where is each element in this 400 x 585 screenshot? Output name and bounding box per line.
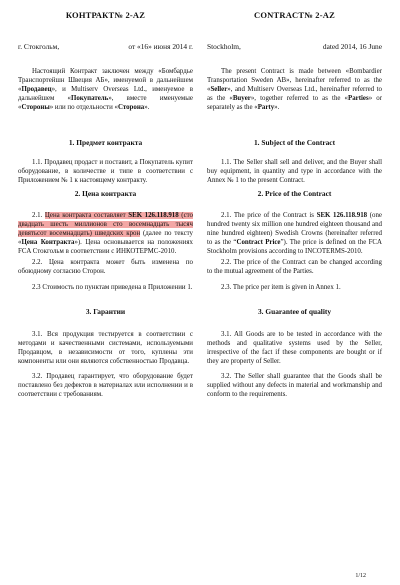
text-run: »). Цена основывается на положениях FCA Стокгольм в соответствии с ИНКОТЕРМС-2010. <box>18 239 193 255</box>
clause-2-2-ru: 2.2. Цена контракта может быть изменена по обоюдному согласию Сторон. <box>18 259 193 275</box>
date-ru: от «16» июня 2014 г. <box>128 42 193 51</box>
bold-term: Seller <box>210 86 228 93</box>
section-2-heading-ru: 2. Цена контракта <box>74 189 137 198</box>
city-en: Stockholm, <box>207 42 241 51</box>
text-run: » or separately as the « <box>207 95 382 111</box>
clause-3-2-ru: 3.2. Продавец гарантирует, что оборудование будет поставлено без дефектов в материалах или исполнении и в соответствии с требованиям. <box>18 373 193 398</box>
text-run: ». <box>274 104 280 111</box>
intro-row <box>18 67 382 112</box>
section-3-heading-ru: 3. Гарантии <box>85 307 126 316</box>
text-run: » или по отдельности « <box>49 104 118 111</box>
bold-term: Contract Price <box>236 239 281 246</box>
text-run: ». <box>144 104 150 111</box>
section-2-heading-en: 2. Price of the Contract <box>257 189 332 198</box>
text-run: 2.1. <box>32 212 45 219</box>
title-row <box>18 4 382 20</box>
contract-title-ru: КОНТРАКТ№ 2-AZ <box>65 10 146 20</box>
text-run-highlighted: (сто двадцать шесть миллионов сто восемнадцать тысяч девятьсот восемнадцать) шведских крон <box>18 212 193 237</box>
clause-2-3-ru: 2.3 Стоимость по пунктам приведена в Приложении 1. <box>32 284 193 291</box>
section-1-heading-en: 1. Subject of the Contract <box>253 138 336 147</box>
clause-1-1-ru: 1.1. Продавец продаст и поставит, а Покупатель купит оборудование, в количестве и типе в соответствии с Приложением № 1 к настоящему контракту. <box>18 159 193 184</box>
clause-1-1-row <box>18 158 382 185</box>
bold-term: Party <box>257 104 275 111</box>
text-run: (далее по тексту « <box>18 230 193 246</box>
bold-term-highlighted: SEK 126.118.918 <box>128 212 179 219</box>
text-run: ”). The price is defined on the FCA Stockholm provisions according to INCOTERMS-2010. <box>207 239 383 255</box>
bold-term: Parties <box>348 95 369 102</box>
page-number: 1/12 <box>355 573 366 579</box>
bold-term: Цена Контракта <box>21 239 75 246</box>
bold-term: Продавец <box>21 86 52 93</box>
text-run: The present Contract is made between «Bombardier Transportation Sweden AB», hereinafter referred to as the « <box>207 68 382 93</box>
clause-3-1-ru: 3.1. Вся продукция тестируется в соответствии с методами и качественными системами, используемыми Продавцом, в независимости от того, куплены эти компоненты или они являются собственностью Продавца. <box>18 331 193 365</box>
clause-1-1-en: 1.1. The Seller shall sell and deliver, and the Buyer shall buy equipment, in quantity and type in accordance with the Annex № 1 to the present Contract. <box>207 159 382 184</box>
section-2-heading-row <box>18 189 382 198</box>
bold-term: Buyer <box>232 95 251 102</box>
text-run: (one hundred twenty six million one hundred eighteen thousand and nine hundred eighteen) Swedish Crowns (hereinafter referred to as the “ <box>207 212 382 246</box>
text-run: », вместе именуемые « <box>18 95 193 111</box>
clause-2-3-row <box>18 283 382 292</box>
clause-2-2-en: 2.2. The price of the Contract can be changed according to the mutual agreement of the Parties. <box>207 259 382 275</box>
text-run: », и Multiserv Overseas Ltd., именуемое в дальнейшем « <box>18 86 193 102</box>
section-1-heading-row <box>18 138 382 147</box>
place-date-ru <box>18 42 193 51</box>
clause-2-1-ru <box>18 211 193 256</box>
clause-3-1-en: 3.1. All Goods are to be tested in accordance with the methods and qualitative systems used by the Seller, irrespective of the fact if these components are bought or if they are property of Seller. <box>207 331 382 365</box>
section-3-heading-en: 3. Guarantee of quality <box>257 307 332 316</box>
section-3-heading-row <box>18 307 382 316</box>
place-date-row <box>18 20 382 51</box>
clause-3-2-en: 3.2. The Seller shall guarantee that the Goods shall be supplied without any defects in material and workmanship and conform to the requirements. <box>207 373 382 398</box>
contract-title-en: CONTRACT№ 2-AZ <box>254 10 335 20</box>
text-run: », together referred to as the « <box>250 95 349 102</box>
bold-term: SEK 126.118.918 <box>316 212 368 219</box>
section-1-heading-ru: 1. Предмет контракта <box>68 138 143 147</box>
bold-term: Сторона <box>117 104 145 111</box>
city-ru: г. Стокгольм, <box>18 42 60 51</box>
text-run: Настоящий Контракт заключен между «Бомбардье Транспортейшн Швеция АБ», именуемой в дальнейшем « <box>18 68 193 93</box>
intro-ru <box>18 67 193 112</box>
text-run: », and Multiserv Overseas Ltd., hereinafter referred to as the « <box>207 86 382 102</box>
clause-2-3-en: 2.3. The price per item is given in Annex 1. <box>221 284 341 291</box>
text-run-highlighted: Цена контракта составляет <box>44 212 129 219</box>
clause-3-2-row <box>18 372 382 399</box>
clause-2-1-row <box>18 211 382 256</box>
clause-2-2-row <box>18 258 382 276</box>
clause-3-1-row <box>18 330 382 366</box>
text-run: 2.1. The price of the Contract is <box>221 212 317 219</box>
place-date-en <box>207 42 382 51</box>
bold-term: Стороны <box>21 104 50 111</box>
date-en: dated 2014, 16 June <box>322 42 382 51</box>
clause-2-1-en <box>207 211 382 256</box>
bold-term: Покупатель <box>71 95 109 102</box>
intro-en <box>207 67 382 112</box>
